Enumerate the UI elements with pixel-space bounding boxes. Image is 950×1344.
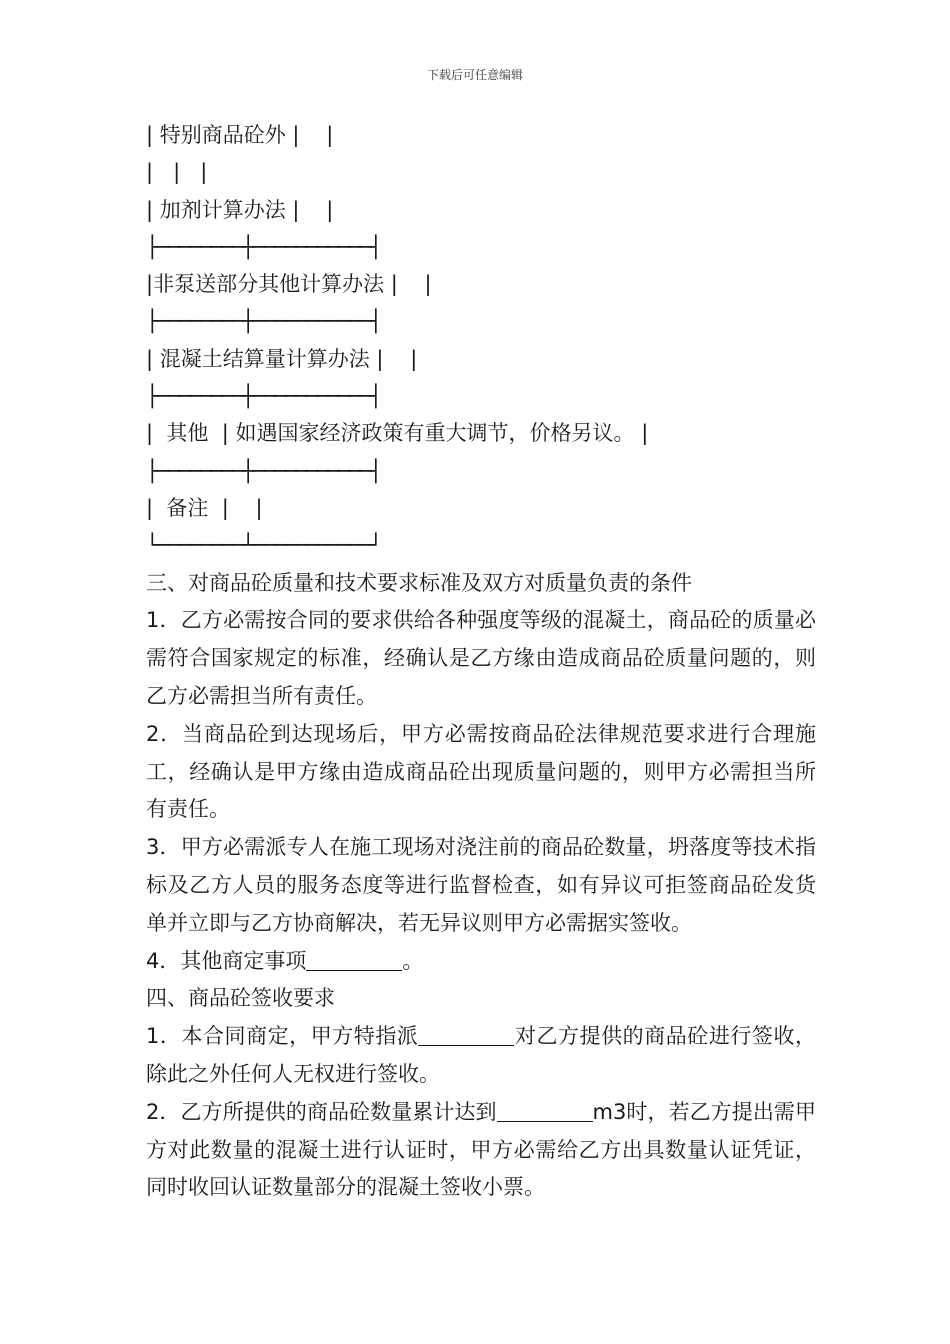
section-4-title: 四、商品砼签收要求 [146,986,335,1011]
section-3-item-2: 2．当商品砼到达现场后，甲方必需按商品砼法律规范要求进行合理施工，经确认是甲方缘由造成商品砼出现质量问题的，则甲方必需担当所有责任。 [146,721,816,822]
page-header: 下载后可任意编辑 [426,68,523,82]
section-4-item-1: 1．本合同商定，甲方特指派 对乙方提供的商品砼进行签收，除此之外任何人无权进行签收。 [146,1024,816,1086]
table-line: |非泵送部分其他计算办法 | | [146,272,432,297]
document-body [146,117,816,1207]
section-3-item-4: 4．其他商定事项 。 [146,948,424,973]
table-line: | | | [146,160,208,185]
table-line: | 混凝土结算量计算办法 | | [146,346,418,371]
fill-blank[interactable] [418,1023,514,1046]
ascii-table [146,117,816,565]
table-rule: ├────────┼───────────┤ [146,384,381,409]
table-rule: └────────┴───────────┘ [146,533,381,558]
fill-blank[interactable] [497,1099,593,1122]
fill-blank[interactable] [306,948,402,971]
table-rule: ├────────┼───────────┤ [146,458,381,483]
table-rule: ├────────┼───────────┤ [146,309,381,334]
table-line: | 加剂计算办法 | | [146,197,334,222]
table-line: | 其他 | 如遇国家经济政策有重大调节，价格另议。 | [146,421,649,446]
table-line: | 特别商品砼外 | | [146,123,334,147]
table-line: | 备注 | | [146,495,263,520]
section-4-item-2: 2．乙方所提供的商品砼数量累计达到 m3时，若乙方提出需甲方对此数量的混凝土进行认证时，甲方必需给乙方出具数量认证凭证，同时收回认证数量部分的混凝土签收小票。 [146,1099,816,1200]
section-3-title: 三、对商品砼质量和技术要求标准及双方对质量负责的条件 [146,570,692,595]
section-3-item-3: 3．甲方必需派专人在施工现场对浇注前的商品砼数量，坍落度等技术指标及乙方人员的服务态度等进行监督检查，如有异议可拒签商品砼发货单并立即与乙方协商解决，若无异议则甲方必需据实签收。 [146,835,816,935]
table-rule: ├────────┼───────────┤ [146,234,381,259]
section-3-item-1: 1．乙方必需按合同的要求供给各种强度等级的混凝土，商品砼的质量必需符合国家规定的标准，经确认是乙方缘由造成商品砼质量问题的，则乙方必需担当所有责任。 [146,608,816,708]
